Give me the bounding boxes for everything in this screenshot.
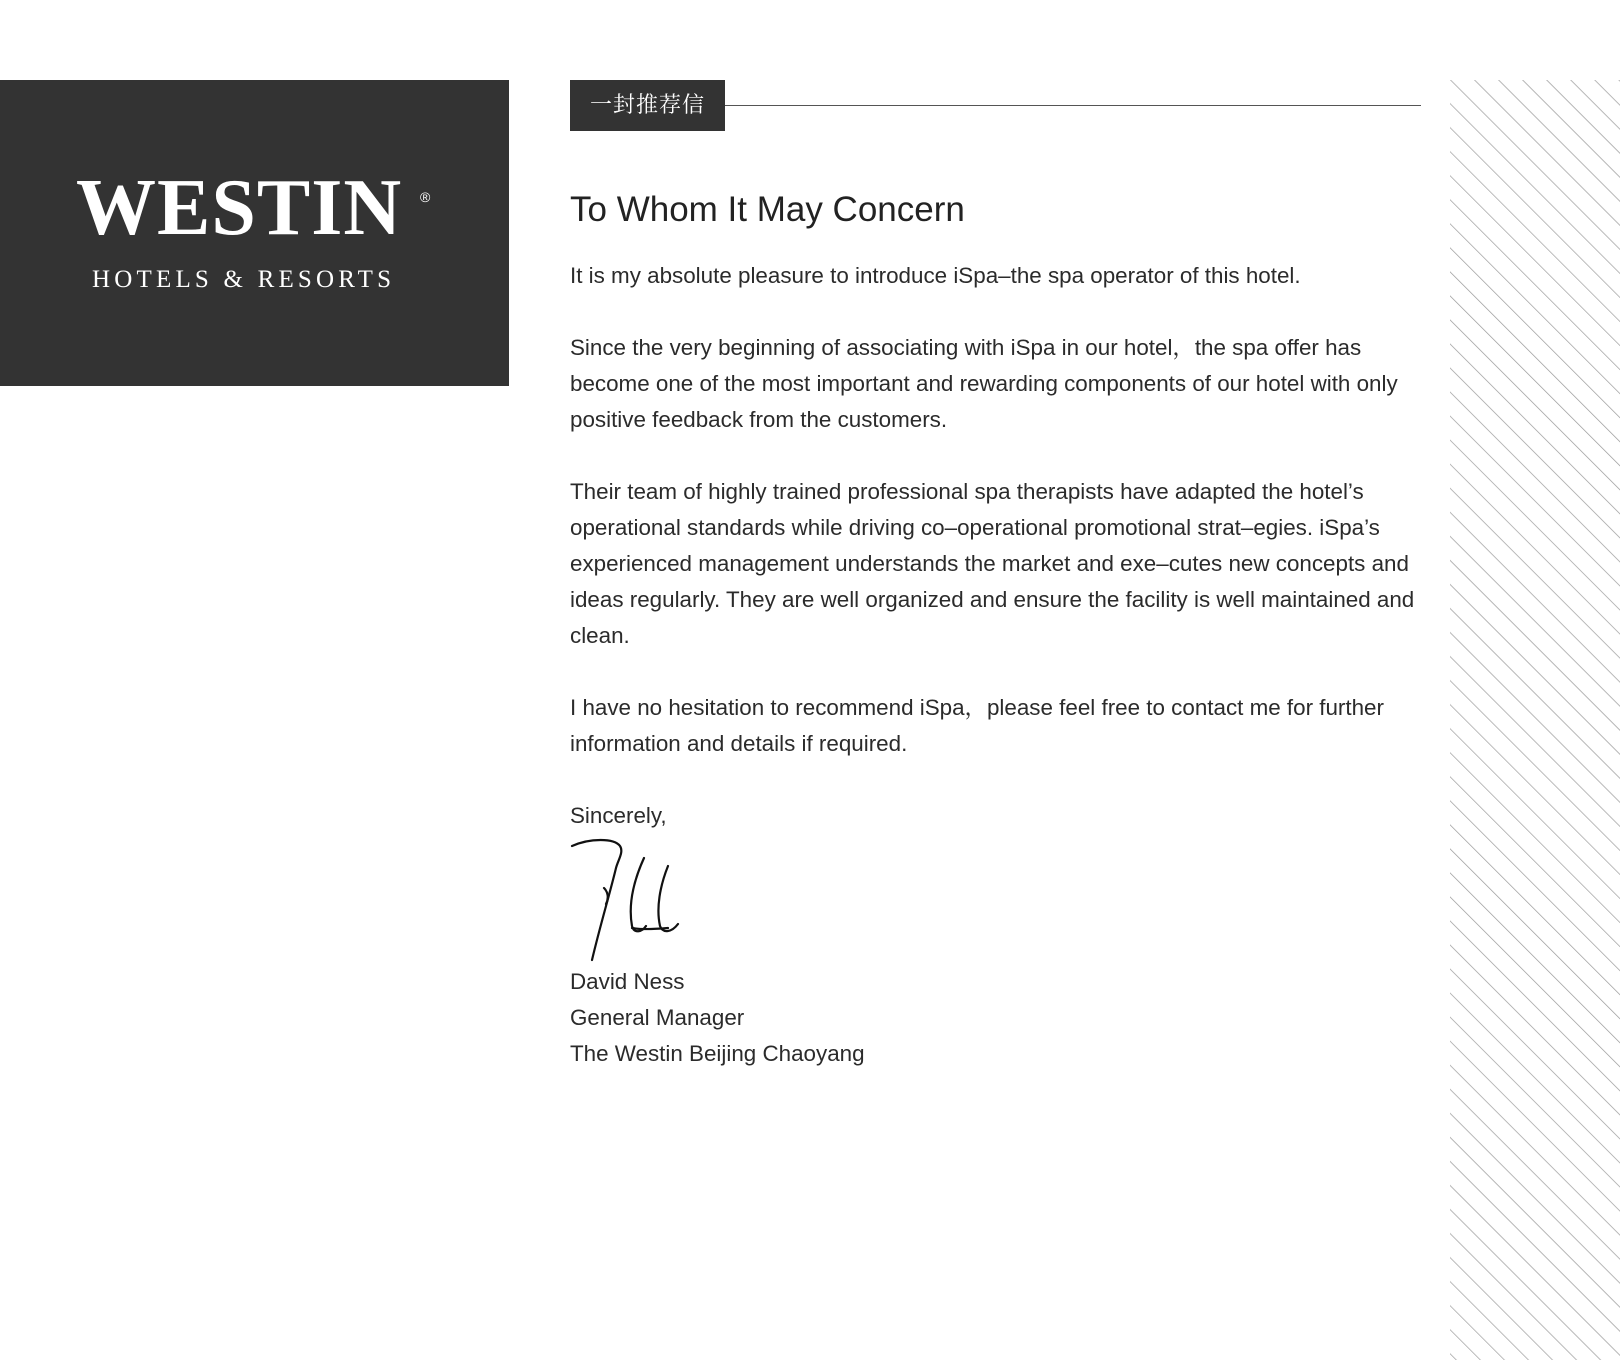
- letter-type-badge: 一封推荐信: [570, 80, 725, 131]
- salutation: To Whom It May Concern: [570, 190, 965, 229]
- signature-block: [570, 964, 1425, 1072]
- paragraph-1: It is my absolute pleasure to introduce iSpa–the spa operator of this hotel.: [570, 263, 1301, 288]
- paragraph-4: I have no hesitation to recommend iSpa，please feel free to contact me for further information and details if required.: [570, 695, 1384, 756]
- diagonal-hatch-decoration: [1450, 80, 1620, 1360]
- logo-subtitle: HOTELS & RESORTS: [92, 266, 396, 293]
- paragraph-2: Since the very beginning of associating with iSpa in our hotel，the spa offer has become one of the most important and rewarding components of our hotel with only positive feedback from the customers.: [570, 335, 1398, 432]
- signer-organization: The Westin Beijing Chaoyang: [570, 1041, 865, 1066]
- signer-title: General Manager: [570, 1005, 745, 1030]
- signer-name: David Ness: [570, 969, 685, 994]
- handwritten-signature: [570, 838, 690, 964]
- header-divider: [725, 105, 1421, 106]
- logo-wordmark: WESTIN: [76, 164, 403, 252]
- paragraph-3: Their team of highly trained professional spa therapists have adapted the hotel’s operational standards while driving co–operational promotional strat–egies. iSpa’s experienced management understands the market and exe–cutes new concepts and ideas regularly. They are well organized and ensure the facility is well maintained and clean.: [570, 479, 1415, 648]
- letter-body: [570, 180, 1425, 1072]
- closing: Sincerely,: [570, 803, 667, 828]
- letter-header: [570, 80, 1421, 132]
- logo-registered-mark: ®: [420, 189, 431, 205]
